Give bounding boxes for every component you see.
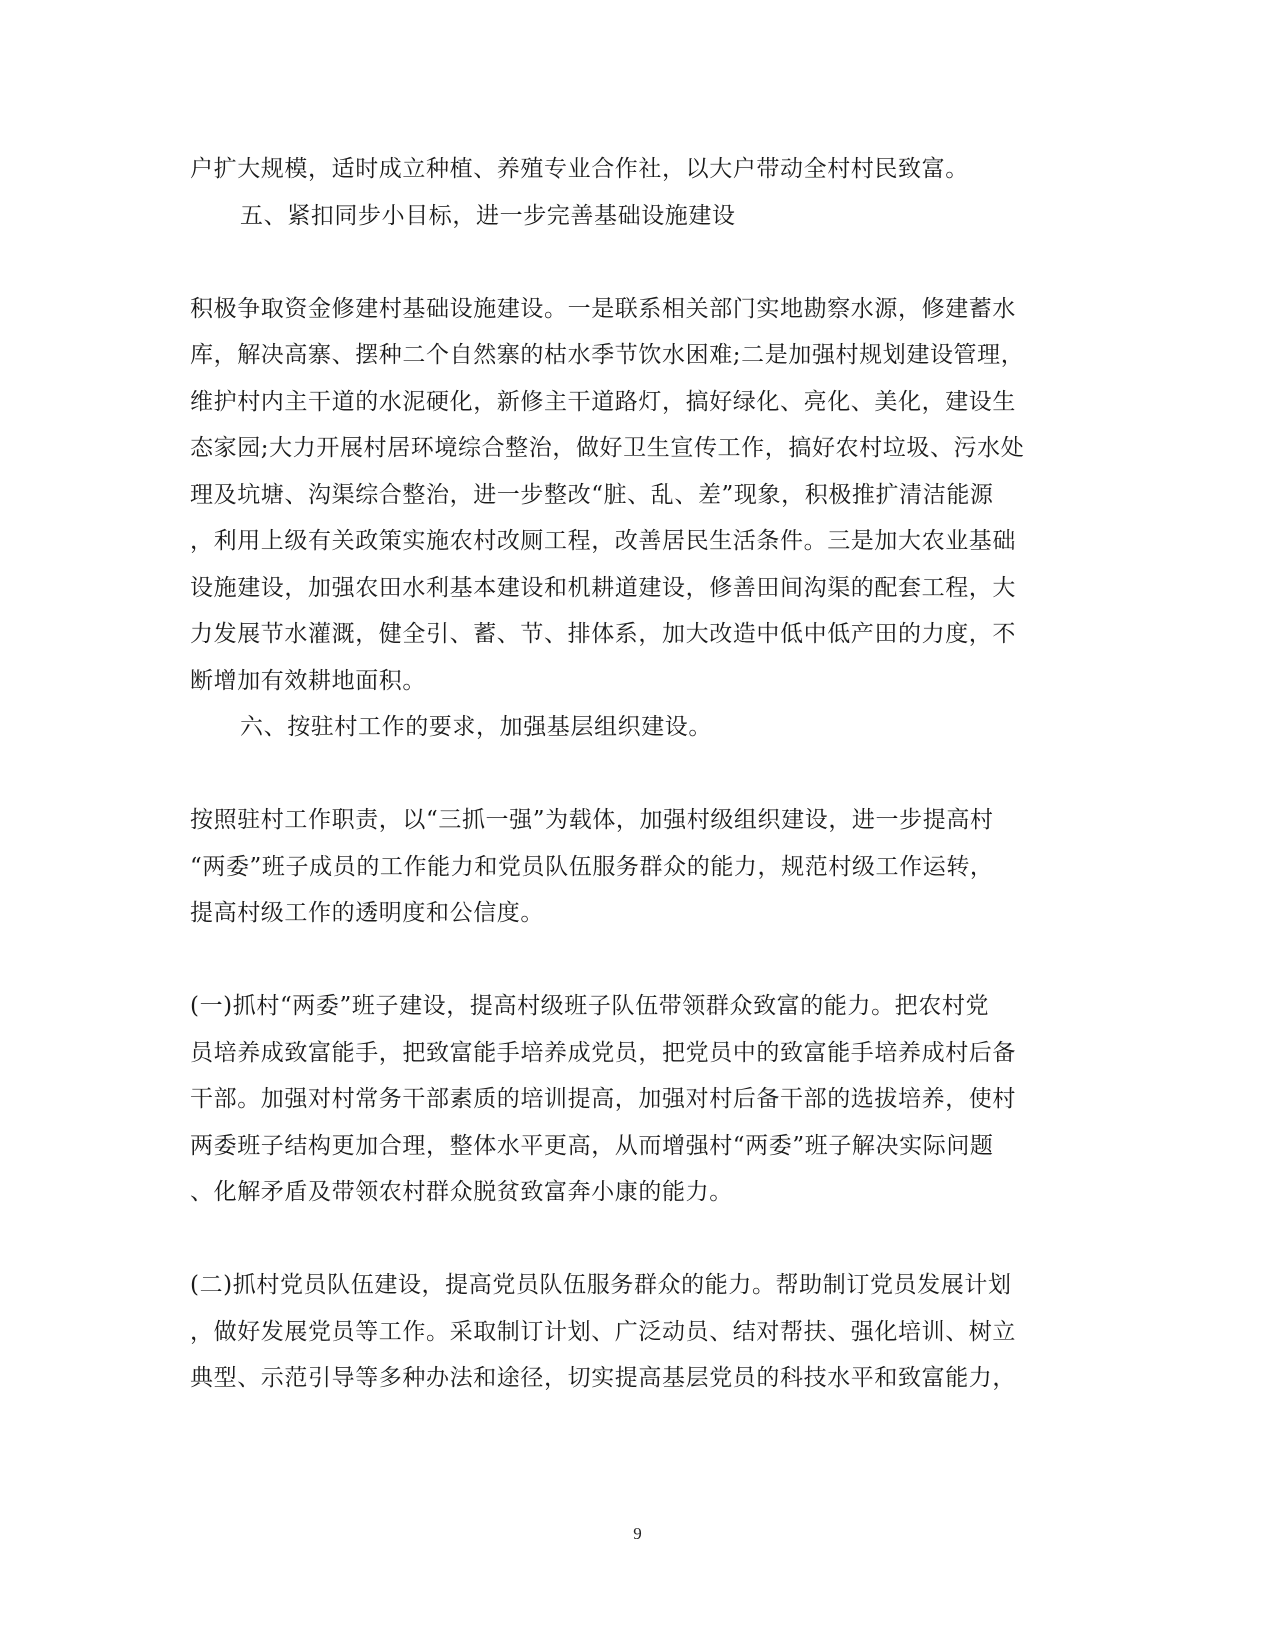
section-heading: 五、紧扣同步小目标，进一步完善基础设施建设 [240, 203, 736, 229]
text-line: 户扩大规模，适时成立种植、养殖专业合作社，以大户带动全村村民致富。 [190, 156, 969, 182]
page-number: 9 [633, 1524, 642, 1543]
text-line: 库，解决高寨、摆种二个自然寨的枯水季节饮水困难;二是加强村规划建设管理， [190, 342, 1025, 368]
text-line: 干部。加强对村常务干部素质的培训提高，加强对村后备干部的选拔培养，使村 [190, 1086, 1016, 1112]
text-line: 理及坑塘、沟渠综合整治，进一步整改“脏、乱、差”现象，积极推扩清洁能源 [190, 482, 994, 508]
text-line: 员培养成致富能手，把致富能手培养成党员，把党员中的致富能手培养成村后备 [190, 1040, 1016, 1066]
text-line: 设施建设，加强农田水利基本建设和机耕道建设，修善田间沟渠的配套工程，大 [190, 575, 1016, 601]
text-line: 按照驻村工作职责，以“三抓一强”为载体，加强村级组织建设，进一步提高村 [190, 807, 994, 833]
text-line: 积极争取资金修建村基础设施建设。一是联系相关部门实地勘察水源，修建蓄水 [190, 296, 1016, 322]
text-line: (一)抓村“两委”班子建设，提高村级班子队伍带领群众致富的能力。把农村党 [190, 993, 990, 1019]
text-line: 态家园;大力开展村居环境综合整治，做好卫生宣传工作，搞好农村垃圾、污水处 [190, 435, 1025, 461]
text-line: (二)抓村党员队伍建设，提高党员队伍服务群众的能力。帮助制订党员发展计划 [190, 1272, 1012, 1298]
text-line: 、化解矛盾及带领农村群众脱贫致富奔小康的能力。 [190, 1179, 733, 1205]
text-line: 提高村级工作的透明度和公信度。 [190, 900, 544, 926]
text-line: “两委”班子成员的工作能力和党员队伍服务群众的能力，规范村级工作运转， [190, 854, 994, 880]
text-line: 维护村内主干道的水泥硬化，新修主干道路灯，搞好绿化、亮化、美化，建设生 [190, 389, 1016, 415]
section-heading: 六、按驻村工作的要求，加强基层组织建设。 [240, 714, 712, 740]
text-line: ，做好发展党员等工作。采取制订计划、广泛动员、结对帮扶、强化培训、树立 [190, 1319, 1016, 1345]
text-line: 力发展节水灌溉，健全引、蓄、节、排体系，加大改造中低中低产田的力度，不 [190, 621, 1016, 647]
text-line: ，利用上级有关政策实施农村改厕工程，改善居民生活条件。三是加大农业基础 [190, 528, 1016, 554]
text-line: 两委班子结构更加合理，整体水平更高，从而增强村“两委”班子解决实际问题 [190, 1133, 994, 1159]
text-line: 典型、示范引导等多种办法和途径，切实提高基层党员的科技水平和致富能力， [190, 1365, 1016, 1391]
text-line: 断增加有效耕地面积。 [190, 668, 426, 694]
